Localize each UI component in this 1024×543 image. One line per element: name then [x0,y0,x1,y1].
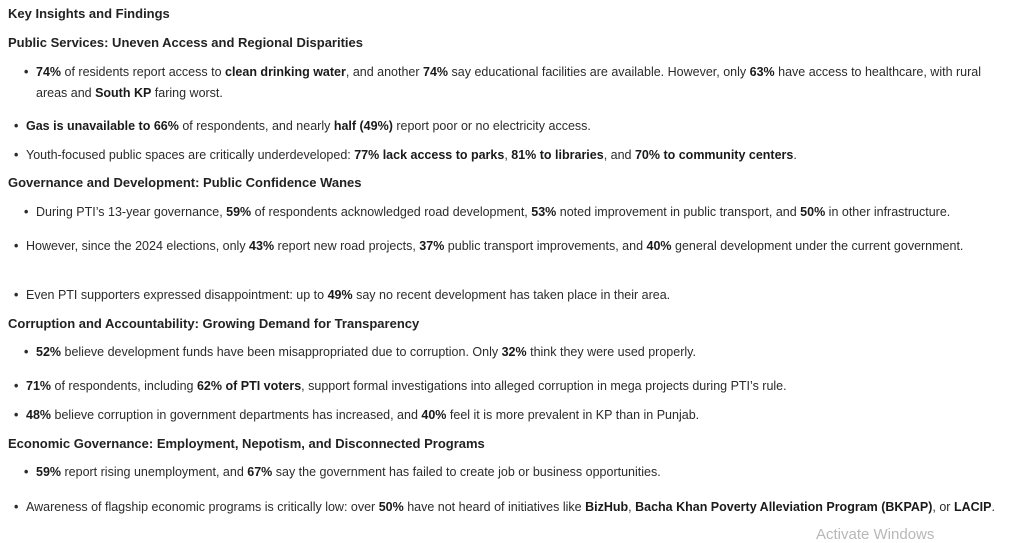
text-run: think they were used properly. [526,345,696,359]
bold-text: South KP [95,86,152,100]
text-run: in other infrastructure. [825,205,951,219]
bold-text: 59% [36,465,62,479]
list-item: • 74% of residents report access to clean drinking water, and another 74% say educational facilities are available. However, only 63% have access to healthcare, with rural areas and South KP faring worst. [24,65,982,100]
page-title: Key Insights and Findings [8,6,170,21]
bold-text: 52% [36,345,62,359]
text-run: , support formal investigations into alleged corruption in mega projects during PTI’s rule. [301,379,787,393]
text-run: Awareness of flagship economic programs is critically low: over [26,500,379,514]
bold-text: 50% [378,500,404,514]
text-run: have not heard of initiatives like [403,500,586,514]
bold-text: half (49%) [333,119,393,133]
list-item: • Awareness of flagship economic programs is critically low: over 50% have not heard of initiatives like BizHub, Bacha Khan Poverty Alleviation Program (BKPAP), or LACIP. [14,500,995,514]
section-heading-governance: Governance and Development: Public Confidence Wanes [8,175,362,190]
text-run: , [504,148,512,162]
text-run: . [991,500,995,514]
text-run: During PTI’s 13-year governance, [36,205,227,219]
text-run: Even PTI supporters expressed disappointment: up to [26,288,328,302]
bold-text: 32% [501,345,527,359]
bold-text: BizHub [585,500,629,514]
section-heading-economic: Economic Governance: Employment, Nepotism, and Disconnected Programs [8,436,485,451]
text-run: say the government has failed to create job or business opportunities. [272,465,661,479]
bold-text: 62% of PTI voters [196,379,302,393]
list-item: • 52% believe development funds have been misappropriated due to corruption. Only 32% think they were used properly. [24,345,696,359]
text-run: feel it is more prevalent in KP than in Punjab. [446,408,700,422]
text-run: . [793,148,797,162]
bold-text: 43% [249,239,275,253]
text-run: general development under the current government. [671,239,964,253]
text-run: report rising unemployment, and [61,465,248,479]
text-run: of respondents, and nearly [178,119,334,133]
text-run: believe corruption in government departments has increased, and [51,408,422,422]
bold-text: 40% [646,239,672,253]
text-run: However, since the 2024 elections, only [26,239,250,253]
list-item: • 59% report rising unemployment, and 67% say the government has failed to create job or business opportunities. [24,465,661,479]
section-heading-corruption: Corruption and Accountability: Growing Demand for Transparency [8,316,420,331]
activate-windows-watermark: Activate Windows [816,526,935,543]
bold-text: clean drinking water [225,65,346,79]
bold-text: Bacha Khan Poverty Alleviation Program (BKPAP) [635,500,933,514]
bold-text: LACIP [953,500,992,514]
bold-text: 53% [531,205,557,219]
bold-text: 50% [800,205,826,219]
text-run: say no recent development has taken place in their area. [352,288,671,302]
bold-text: 48% [26,408,52,422]
bold-text: 77% lack access to parks [354,148,505,162]
text-run: faring worst. [151,86,223,100]
text-run: of residents report access to [61,65,225,79]
list-item: • Youth-focused public spaces are critically underdeveloped: 77% lack access to parks, 81% to libraries, and 70% to community centers. [14,148,797,162]
text-run: say educational facilities are available. However, only [448,65,750,79]
list-item: • Gas is unavailable to 66% of respondents, and nearly half (49%) report poor or no electricity access. [14,119,591,133]
bold-text: 63% [749,65,775,79]
bold-text: 81% to libraries [511,148,604,162]
text-run: , [628,500,636,514]
bold-text: 67% [247,465,273,479]
text-run: , and another [345,65,424,79]
list-item: • 71% of respondents, including 62% of PTI voters, support formal investigations into alleged corruption in mega projects during PTI’s rule. [14,379,787,393]
bold-text: 71% [26,379,52,393]
list-item: • However, since the 2024 elections, only 43% report new road projects, 37% public transport improvements, and 40% general development under the current government. [14,239,964,253]
list-item: • 48% believe corruption in government departments has increased, and 40% feel it is more prevalent in KP than in Punjab. [14,408,700,422]
text-run: Youth-focused public spaces are critically underdeveloped: [26,148,355,162]
section-heading-public-services: Public Services: Uneven Access and Regional Disparities [8,35,363,50]
bold-text: 59% [226,205,252,219]
bold-text: 37% [419,239,445,253]
list-item: • During PTI’s 13-year governance, 59% of respondents acknowledged road development, 53% noted improvement in public transport, and 50% in other infrastructure. [24,205,951,219]
text-run: report poor or no electricity access. [392,119,591,133]
bold-text: 70% to community centers [634,148,794,162]
text-run: , or [932,500,954,514]
bold-text: 40% [421,408,447,422]
text-run: noted improvement in public transport, and [556,205,801,219]
text-run: believe development funds have been misappropriated due to corruption. Only [61,345,502,359]
bold-text: Gas is unavailable to 66% [26,119,179,133]
text-run: , and [603,148,635,162]
text-run: have access to healthcare, with rural areas and [36,65,982,100]
bold-text: 74% [36,65,62,79]
text-run: public transport improvements, and [444,239,647,253]
text-run: report new road projects, [274,239,420,253]
bold-text: 74% [423,65,449,79]
text-run: of respondents acknowledged road development, [251,205,532,219]
list-item: • Even PTI supporters expressed disappointment: up to 49% say no recent development has taken place in their area. [14,288,671,302]
text-run: of respondents, including [51,379,197,393]
bold-text: 49% [327,288,353,302]
